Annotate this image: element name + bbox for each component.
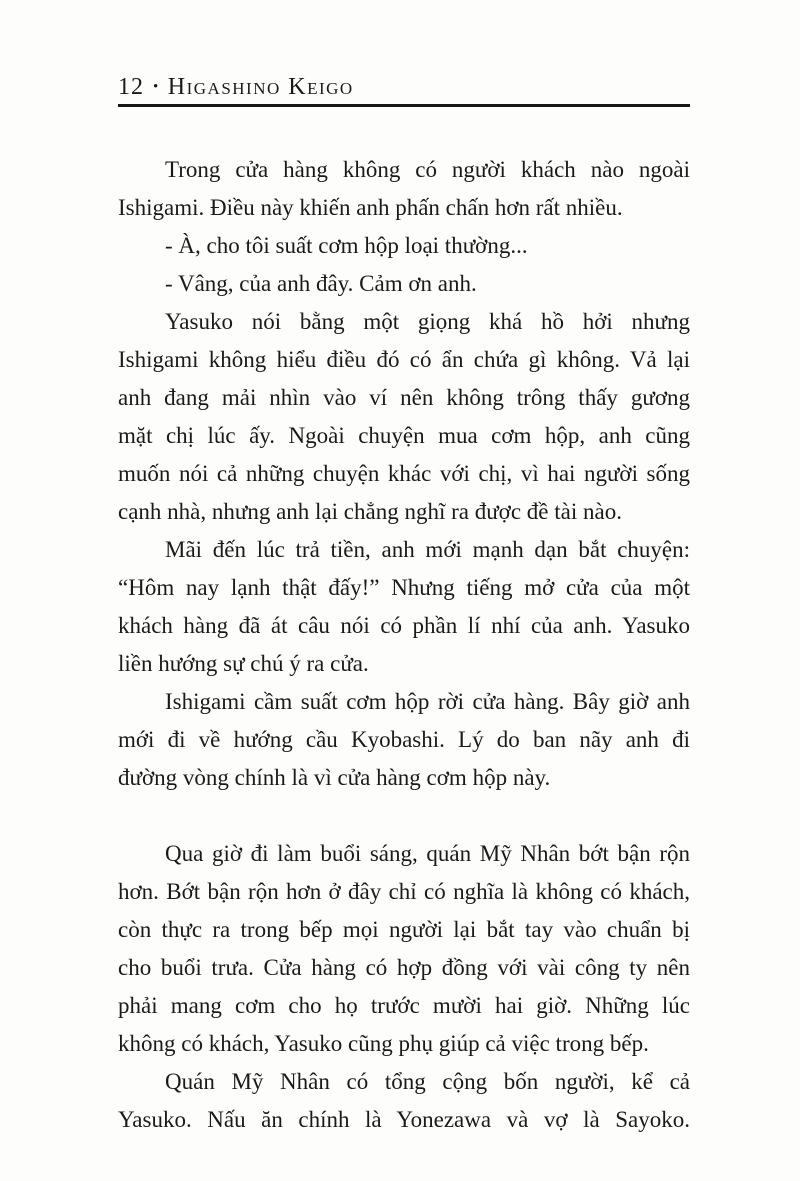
text-line: liền hướng sự chú ý ra cửa.: [118, 651, 369, 676]
text-line: - Vâng, của anh đây. Cảm ơn anh.: [165, 271, 477, 296]
text-line: Yasuko nói bằng một giọng khá hồ hởi nhưng: [165, 309, 690, 334]
text-line: Trong cửa hàng không có người khách nào ngoài: [165, 157, 690, 182]
text-line: đường vòng chính là vì cửa hàng cơm hộp này.: [118, 765, 551, 790]
text-line: Quán Mỹ Nhân có tổng cộng bốn người, kể cả: [165, 1069, 690, 1094]
page-header: [118, 72, 690, 102]
text-line: mới đi về hướng cầu Kyobashi. Lý do ban nãy anh đi: [118, 727, 690, 752]
text-line: Ishigami không hiểu điều đó có ẩn chứa gì không. Vả lại: [118, 347, 690, 372]
text-line: khách hàng đã át câu nói có phần lí nhí của anh. Yasuko: [118, 613, 690, 638]
text-line: cho buổi trưa. Cửa hàng có hợp đồng với vài công ty nên: [118, 955, 690, 980]
header-rule: [118, 104, 690, 107]
text-line: Mãi đến lúc trả tiền, anh mới mạnh dạn bắt chuyện:: [165, 537, 690, 562]
text-line: còn thực ra trong bếp mọi người lại bắt tay vào chuẩn bị: [118, 917, 690, 942]
paragraph: [118, 1063, 690, 1139]
text-line: Ishigami. Điều này khiến anh phấn chấn hơn rất nhiều.: [118, 195, 623, 220]
paragraph: [118, 835, 690, 1063]
paragraph: [118, 683, 690, 797]
text-line: Ishigami cầm suất cơm hộp rời cửa hàng. Bây giờ anh: [165, 689, 690, 714]
page-number: 12: [118, 74, 144, 100]
text-line: mặt chị lúc ấy. Ngoài chuyện mua cơm hộp, anh cũng: [118, 423, 690, 448]
paragraph: [118, 227, 690, 265]
text-line: - À, cho tôi suất cơm hộp loại thường...: [165, 233, 528, 258]
text-line: anh đang mải nhìn vào ví nên không trông thấy gương: [118, 385, 690, 410]
paragraph: [118, 531, 690, 683]
header-author-title: Higashino Keigo: [167, 74, 354, 100]
text-line: “Hôm nay lạnh thật đấy!” Nhưng tiếng mở cửa của một: [118, 575, 690, 600]
text-line: Qua giờ đi làm buổi sáng, quán Mỹ Nhân bớt bận rộn: [165, 841, 690, 866]
body-text: [118, 151, 690, 1139]
text-line: muốn nói cả những chuyện khác với chị, vì hai người sống: [118, 461, 690, 486]
text-line: không có khách, Yasuko cũng phụ giúp cả việc trong bếp.: [118, 1031, 649, 1056]
text-line: cạnh nhà, nhưng anh lại chẳng nghĩ ra được đề tài nào.: [118, 499, 622, 524]
text-line: phải mang cơm cho họ trước mười hai giờ. Những lúc: [118, 993, 690, 1018]
paragraph: [118, 303, 690, 531]
paragraph: [118, 265, 690, 303]
text-line: Yasuko. Nấu ăn chính là Yonezawa và vợ là Sayoko.: [118, 1107, 690, 1132]
paragraph: [118, 151, 690, 227]
text-line: hơn. Bớt bận rộn hơn ở đây chỉ có nghĩa là không có khách,: [118, 879, 690, 904]
header-separator-dot: •: [153, 79, 159, 95]
